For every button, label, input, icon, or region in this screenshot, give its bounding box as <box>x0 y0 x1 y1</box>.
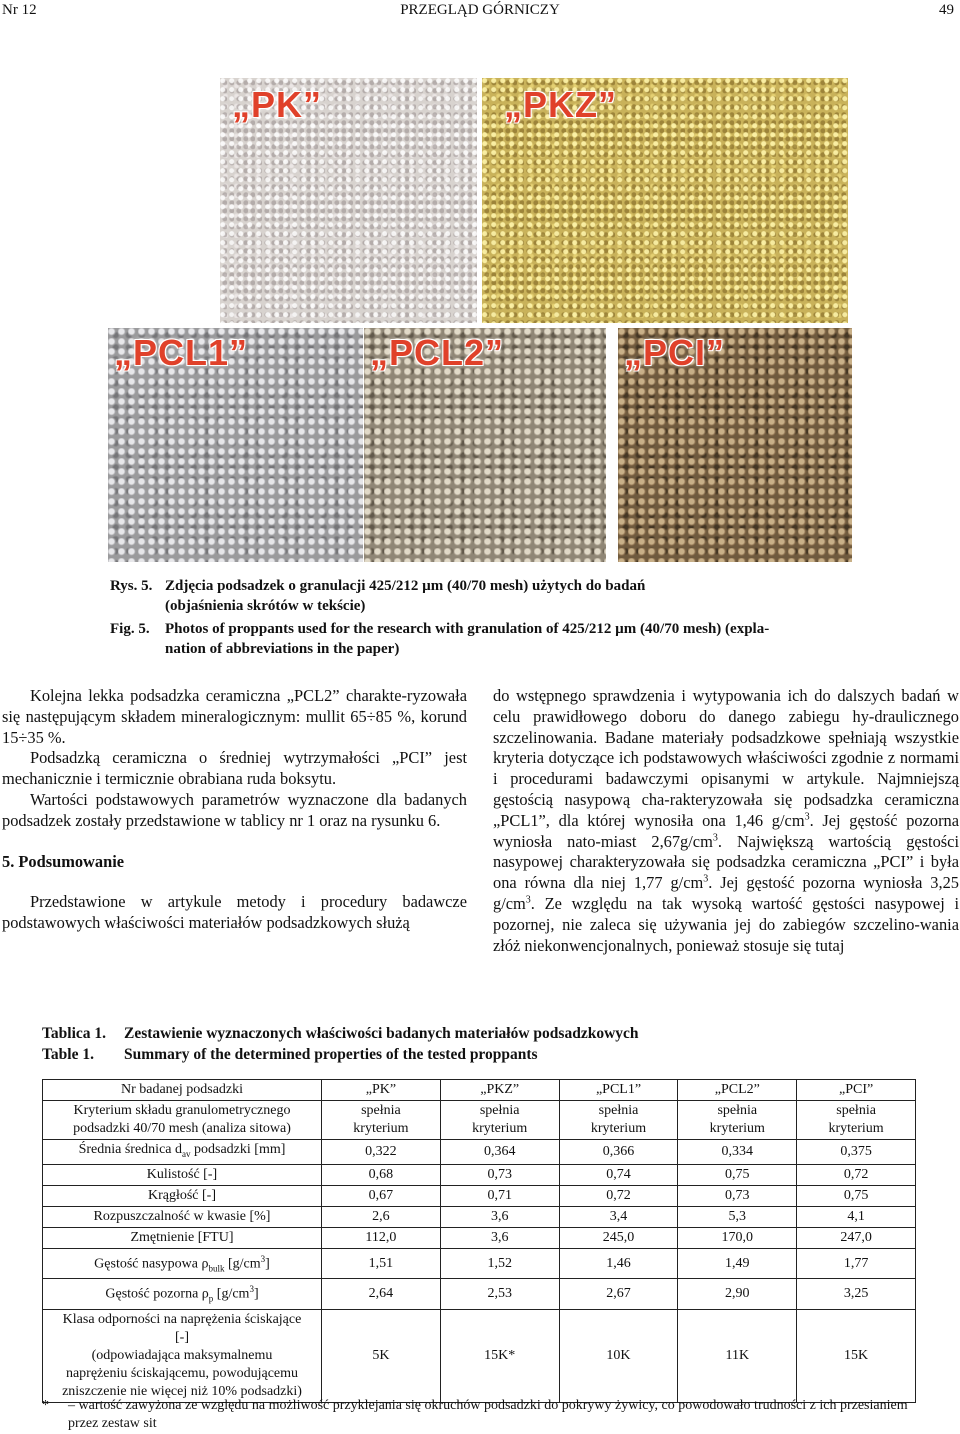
table-cell: 5K <box>322 1309 441 1402</box>
table-cell: 1,49 <box>678 1248 797 1278</box>
table-cell: 112,0 <box>322 1227 441 1248</box>
table-cell: 1,51 <box>322 1248 441 1278</box>
table-header-row <box>43 1080 916 1101</box>
table-cell: 0,364 <box>440 1140 559 1165</box>
paragraph: Wartości podstawowych parametrów wyznaczone dla badanych podsadzek zostały przedstawione w tablicy nr 1 oraz na rysunku 6. <box>2 789 467 830</box>
figure-caption-pl-line2: (objaśnienia skrótów w tekście) <box>165 598 366 614</box>
text-column-left <box>2 686 467 934</box>
table-cell: 245,0 <box>559 1227 678 1248</box>
table-caption-en <box>42 1046 538 1064</box>
photo-label-pci: „PCI” <box>624 332 726 373</box>
table-cell: 2,53 <box>440 1279 559 1309</box>
table-cell: 0,67 <box>322 1185 441 1206</box>
table-header-cell: Nr badanej podsadzki <box>43 1080 322 1101</box>
table-cell: 15K <box>797 1309 916 1402</box>
photo-pci <box>618 328 852 562</box>
table-cell: 1,52 <box>440 1248 559 1278</box>
photo-label-pcl1: „PCL1” <box>114 332 249 373</box>
journal-title: PRZEGLĄD GÓRNICZY <box>400 2 560 18</box>
table-cell: spełnia kryterium <box>797 1101 916 1140</box>
table-row-label: Kryterium składu granulometrycznego podsadzki 40/70 mesh (analiza sitowa) <box>43 1101 322 1140</box>
table-cell: 247,0 <box>797 1227 916 1248</box>
table-row-label: Zmętnienie [FTU] <box>43 1227 322 1248</box>
table-cell: 0,73 <box>678 1185 797 1206</box>
table-row-label: Klasa odporności na naprężenia ściskające [-] (odpowiadająca maksymalnemu naprężeniu ściskającemu, powodującemu zniszczenie nie więcej niż 10% podsadzki) <box>43 1309 322 1402</box>
table-cell: 3,6 <box>440 1227 559 1248</box>
table-row-label: Gęstość nasypowa $\rho_{bulk}$ $[g/cm^3]$ <box>43 1248 322 1278</box>
photo-pcl2 <box>364 328 606 562</box>
photo-label-pk: „PK” <box>232 84 323 125</box>
table-cell: 0,72 <box>797 1164 916 1185</box>
photo-pk <box>220 78 477 323</box>
table-cell: 0,75 <box>678 1164 797 1185</box>
page-number: 49 <box>939 2 954 18</box>
table-cell: 4,1 <box>797 1206 916 1227</box>
table-cell: 0,72 <box>559 1185 678 1206</box>
table-cell: 0,74 <box>559 1164 678 1185</box>
table-caption-pl <box>42 1025 639 1043</box>
photo-label-pcl2: „PCL2” <box>370 332 505 373</box>
paragraph: do wstępnego sprawdzenia i wytypowania ich do dalszych badań w celu prawidłowego doboru do danego zabiegu hy-draulicznego szczelinowania. Badane materiały podsadzkowe spełniają wszystkie kryteria dotyczące ich podstawowych właściwości zgodnie z normami i procedurami badawczymi opisanymi w artykule. Najmniejszą gęstością nasypową cha-rakteryzowała się podsadzka ceramiczna „PCL1”, dla której wynosiła ona 1,46 $g/cm^3$. Jej gęstość pozorna wyniosła nato-miast $2,67g/cm^3$. Największą wartością gęstości nasypowej charakteryzowała się podsadzka ceramiczna „PCI” i była ona równa dla niej 1,77 $g/cm^3$. Jej gęstość pozorna wyniosła 3,25 $g/cm^3$. Ze względu na tak wysoką wartość gęstości nasypowej i pozornej, nie zaleca się używania jej do zabiegów szczelino-wania złóż niekonwencjonalnych, ponieważ stosuje się tutaj <box>493 686 960 955</box>
table-caption-en-number: Table 1. <box>42 1046 94 1063</box>
table-row-label: Rozpuszczalność w kwasie [%] <box>43 1206 322 1227</box>
table-cell: 11K <box>678 1309 797 1402</box>
table-cell: 0,322 <box>322 1140 441 1165</box>
table-header-cell: „PCL1” <box>559 1080 678 1101</box>
footnote-text: – wartość zawyżona ze względu na możliwość przyklejania się okruchów podsadzki do pokrywy żywicy, co powodowało trudności z ich przesianiem przez zestaw sit <box>68 1398 908 1431</box>
table-row-label: Krągłość [-] <box>43 1185 322 1206</box>
table-row <box>43 1248 916 1278</box>
table-cell: 0,68 <box>322 1164 441 1185</box>
table-header-cell: „PCI” <box>797 1080 916 1101</box>
table-cell: 0,71 <box>440 1185 559 1206</box>
paragraph: Podsadzką ceramiczna o średniej wytrzymałości „PCI” jest mechanicznie i termicznie obrabiana ruda boksytu. <box>2 748 467 789</box>
figure-caption-pl <box>110 576 830 618</box>
figure-caption-pl-number: Rys. 5. <box>110 578 153 594</box>
table-row <box>43 1227 916 1248</box>
table-header-cell: „PCL2” <box>678 1080 797 1101</box>
section-heading: 5. Podsumowanie <box>2 851 125 871</box>
table-row <box>43 1164 916 1185</box>
table-cell: spełnia kryterium <box>678 1101 797 1140</box>
figure-caption-en-line1: Photos of proppants used for the research with granulation of 425/212 µm (40/70 mesh) (expla- <box>165 621 770 637</box>
figure-caption-en-line2: nation of abbreviations in the paper) <box>165 641 400 657</box>
figure-caption-pl-line1: Zdjęcia podsadzek o granulacji 425/212 µm (40/70 mesh) użytych do badań <box>165 578 646 594</box>
table-cell: spełnia kryterium <box>440 1101 559 1140</box>
table-row-label: Średnia średnica $d_{av}$ podsadzki [mm] <box>43 1140 322 1165</box>
table-row <box>43 1279 916 1309</box>
table-cell: 15K* <box>440 1309 559 1402</box>
table-cell: 1,46 <box>559 1248 678 1278</box>
table-row <box>43 1309 916 1402</box>
table-cell: 3,6 <box>440 1206 559 1227</box>
photo-pkz <box>482 78 848 323</box>
figure-caption-en-number: Fig. 5. <box>110 621 150 637</box>
properties-table <box>42 1079 916 1403</box>
table-row-label: Gęstość pozorna $\rho_p$ $[g/cm^3]$ <box>43 1279 322 1309</box>
paragraph: Przedstawione w artykule metody i procedury badawcze podstawowych właściwości materiałów podsadzkowych służą <box>2 892 467 933</box>
text-column-right <box>493 686 959 956</box>
table-header-cell: „PKZ” <box>440 1080 559 1101</box>
table-caption-pl-number: Tablica 1. <box>42 1025 107 1042</box>
table-row <box>43 1206 916 1227</box>
issue-number: Nr 12 <box>2 2 37 18</box>
table-cell: 170,0 <box>678 1227 797 1248</box>
table-row <box>43 1185 916 1206</box>
table-cell: spełnia kryterium <box>559 1101 678 1140</box>
table-caption-pl-text: Zestawienie wyznaczonych właściwości badanych materiałów podsadzkowych <box>124 1025 639 1042</box>
table-cell: spełnia kryterium <box>322 1101 441 1140</box>
table-cell: 3,25 <box>797 1279 916 1309</box>
table-cell: 3,4 <box>559 1206 678 1227</box>
table-cell: 1,77 <box>797 1248 916 1278</box>
table-cell: 0,73 <box>440 1164 559 1185</box>
table-cell: 10K <box>559 1309 678 1402</box>
table-caption-en-text: Summary of the determined properties of the tested proppants <box>124 1046 538 1063</box>
photo-pcl1 <box>108 328 363 562</box>
footnote-marker: * <box>42 1398 49 1413</box>
table-cell: 0,375 <box>797 1140 916 1165</box>
table-row <box>43 1140 916 1165</box>
table-cell: 2,64 <box>322 1279 441 1309</box>
table-cell: 2,90 <box>678 1279 797 1309</box>
table-row <box>43 1101 916 1140</box>
table-cell: 2,67 <box>559 1279 678 1309</box>
table-cell: 0,75 <box>797 1185 916 1206</box>
table-cell: 2,6 <box>322 1206 441 1227</box>
table-header-cell: „PK” <box>322 1080 441 1101</box>
table-cell: 0,366 <box>559 1140 678 1165</box>
table-cell: 0,334 <box>678 1140 797 1165</box>
photo-label-pkz: „PKZ” <box>504 84 617 125</box>
figure-caption-en <box>110 619 870 661</box>
table-cell: 5,3 <box>678 1206 797 1227</box>
paragraph: Kolejna lekka podsadzka ceramiczna „PCL2” charakte-ryzowała się następującym składem mineralogicznym: mullit 65÷85 %, korund 15÷35 %. <box>2 686 467 747</box>
table-row-label: Kulistość [-] <box>43 1164 322 1185</box>
